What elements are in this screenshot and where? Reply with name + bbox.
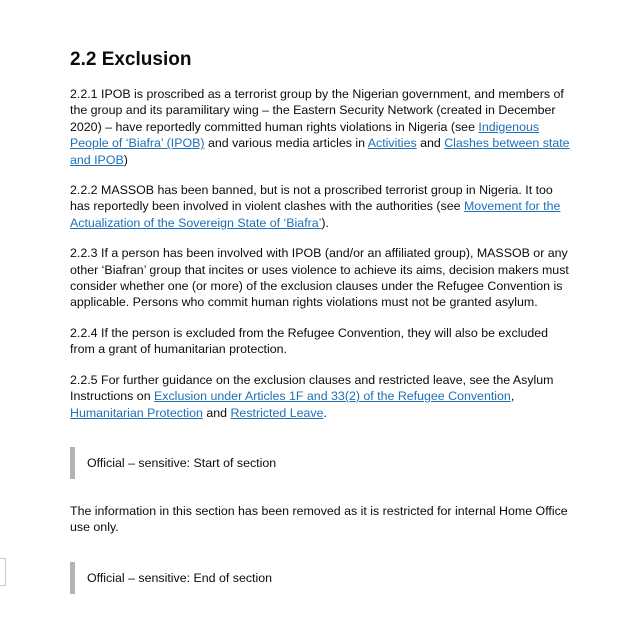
- link-exclusion-articles[interactable]: Exclusion under Articles 1F and 33(2) of the Refugee Convention: [154, 389, 511, 404]
- link-ipob[interactable]: Indigenous People of ‘Biafra’ (IPOB): [70, 119, 540, 151]
- link-massob[interactable]: Movement for the Actualization of the Sovereign State of ‘Biafra’: [70, 199, 561, 230]
- p5-text-4: .: [323, 405, 327, 420]
- p2-text-1: 2.2.2 MASSOB has been banned, but is not a proscribed terrorist group in Nigeria. It too has reportedly been involved in violent clashes with the authorities (see: [70, 183, 553, 214]
- paragraph-2-2-1: [70, 86, 570, 168]
- official-sensitive-start: Official – sensitive: Start of section: [70, 447, 570, 479]
- left-edge-box: [0, 558, 6, 586]
- p1-text-1: 2.2.1 IPOB is proscribed as a terrorist group by the Nigerian government, and members of the group and its paramilitary wing – the Eastern Security Network (created in December 2020) – have reportedly committed human rights violations in Nigeria (see: [70, 87, 564, 134]
- p5-text-1: 2.2.5 For further guidance on the exclusion clauses and restricted leave, see the Asylum Instructions on: [70, 372, 554, 404]
- section-heading: 2.2 Exclusion: [70, 49, 192, 70]
- p1-text-3: and: [416, 136, 445, 151]
- link-activities[interactable]: Activities: [367, 136, 417, 151]
- removed-notice: The information in this section has been removed as it is restricted for internal Home Office use only.: [70, 503, 568, 535]
- paragraph-2-2-5: [70, 372, 570, 421]
- p1-text-4: ): [123, 152, 128, 167]
- paragraph-2-2-4: 2.2.4 If the person is excluded from the Refugee Convention, they will also be excluded from a grant of humanitarian protection.: [70, 325, 549, 357]
- official-sensitive-end: Official – sensitive: End of section: [70, 562, 570, 594]
- paragraph-2-2-2: [70, 182, 570, 231]
- p5-text-3: and: [202, 405, 231, 420]
- paragraph-2-2-3: 2.2.3 If a person has been involved with IPOB (and/or an affiliated group), MASSOB or any other ‘Biafran’ group that incites or uses violence to achieve its aims, decision makers must consider whether one (or more) of the exclusion clauses under the Refugee Convention is applicable. Persons who commit human rights violations must not be granted asylum.: [70, 246, 569, 310]
- p1-text-2: and various media articles in: [204, 136, 368, 151]
- link-humanitarian-protection[interactable]: Humanitarian Protection: [70, 405, 203, 420]
- p2-text-2: ).: [321, 215, 329, 230]
- link-clashes[interactable]: Clashes between state and IPOB: [70, 136, 570, 167]
- document-page: [70, 48, 570, 618]
- p5-text-2: ,: [510, 389, 515, 404]
- link-restricted-leave[interactable]: Restricted Leave: [230, 405, 324, 420]
